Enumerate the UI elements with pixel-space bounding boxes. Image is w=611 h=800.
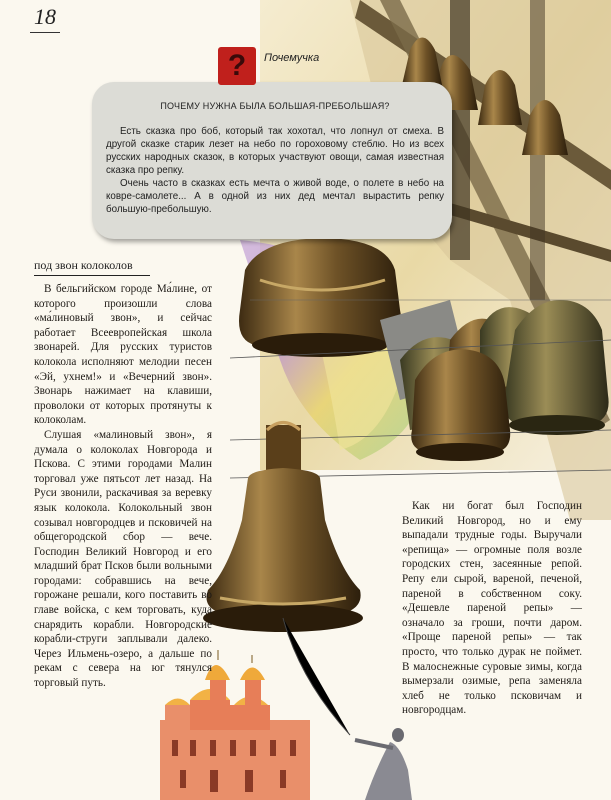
bell-ringer [355, 728, 412, 800]
big-bell-upper [239, 238, 401, 357]
info-box-text [106, 125, 444, 216]
bell-mid-lower [411, 349, 510, 461]
article-paragraph: Слушая «малиновый звон», я думала о колоколах Новгорода и Пскова. С этими городами Малин торговал уже пятьсот лет назад. На Руси звонили, раскачивая за веревку язык колокола. Колокольный звон созывал новгородцев и псковичей на общегородской сбор — вече. Господин Великий Новгород и его младший брат Псков были вольными городами: собравшись на вече, горожане решали, кого поставить во главе войска, с кем торговать, куда снарядить корабли. Новгородские корабли-струги заплывали далеко. Через Ильмень-озеро, а дальше по рекам с севера на юг тянулся торговый путь. [34, 428, 212, 690]
article-title-underline [34, 275, 150, 276]
article-column-right [402, 499, 582, 718]
article-column-left [34, 282, 212, 691]
page-number: 18 [34, 4, 56, 29]
info-box-label: Почемучка [264, 52, 320, 64]
article-paragraph: В бельгийском городе Ма́лине, от которого произошли слова «ма́линовый звон», и сейчас работает Всеевропейская школа звонарей. Для русских туристов колокола исполняют мелодии песен «Эй, ухнем!» и «Вечерний звон». Звонарь нажимает на клавиши, проволоки от которых протянуты к колоколам. [34, 283, 212, 427]
info-box-heading: ПОЧЕМУ НУЖНА БЫЛА БОЛЬШАЯ-ПРЕБОЛЬШАЯ? [160, 101, 390, 111]
info-paragraph: Есть сказка про боб, который так хохотал, что лопнул от смеха. В другой сказке старик лезет на небо по гороховому стеблю. Но из всех русских народных сказок, в которых участвуют овощи, самая известная сказка про репку. [106, 126, 444, 176]
question-mark-icon: ? [218, 47, 256, 85]
article-title: под звон колоколов [34, 258, 133, 272]
info-paragraph: Очень часто в сказках есть мечта о живой воде, о полете в небо на ковре-самолете... А в одной из них дед мечтал вырастить репку большую-пребольшую. [106, 178, 444, 215]
article-paragraph: Как ни богат был Господин Великий Новгород, но и ему выпадали трудные годы. Выручали «репища» — огромные поля возле городских стен, засеянные репой. Репу ели сырой, вареной, печеной, пареной в собственном соку. «Дешевле пареной репы» — означало за гроши, почти даром. «Проще пареной репы» — так просто, что только дурак не поймет. В малоснежные суровые зимы, когда вымерзали озимые, репа заменяла хлеб не только псковичам и новгородцам. [402, 500, 582, 717]
page-number-underline [30, 32, 60, 33]
